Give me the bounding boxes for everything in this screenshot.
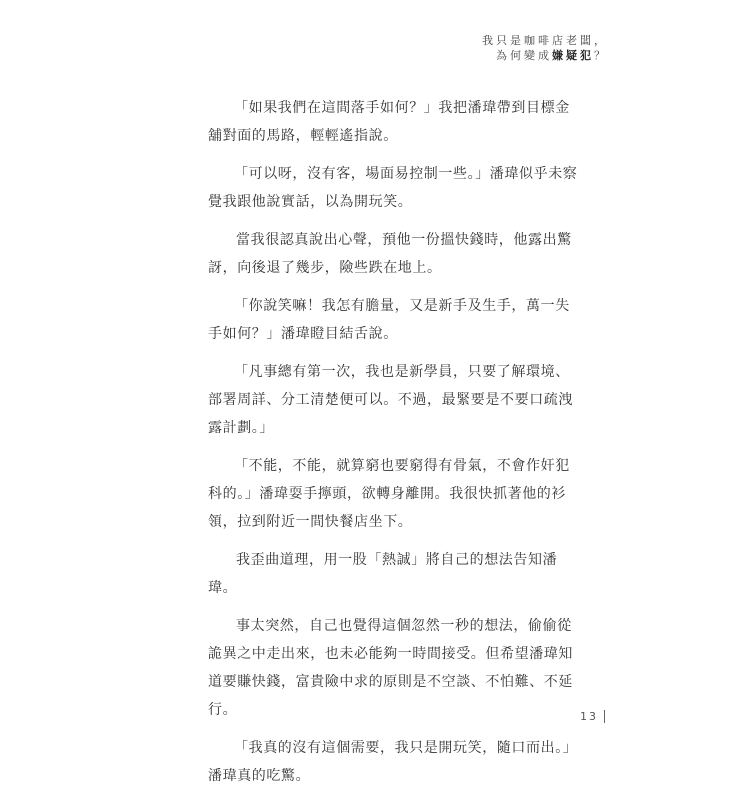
running-header-highlight: 嫌疑犯	[552, 49, 594, 62]
paragraph-2: 「可以呀，沒有客，場面易控制一些。」潘瑋似乎未察覺我跟他說實話，以為開玩笑。	[208, 166, 578, 210]
page-number: 13	[580, 710, 598, 723]
paragraph-7: 我歪曲道理，用一股「熱誠」將自己的想法告知潘瑋。	[208, 552, 558, 596]
paragraph-9: 「我真的沒有這個需要，我只是開玩笑，隨口而出。」潘瑋真的吃驚。	[208, 740, 578, 784]
paragraph-3: 當我很認真說出心聲，預他一份搵快錢時，他露出驚訝，向後退了幾步，險些跌在地上。	[208, 232, 572, 276]
running-header	[482, 33, 608, 63]
running-header-prefix: 為何變成	[496, 49, 552, 62]
running-header-line2	[482, 48, 608, 63]
paragraph-1: 「如果我們在這間落手如何？」我把潘瑋帶到目標金舖對面的馬路，輕輕遙指說。	[208, 100, 570, 144]
running-header-line1: 我只是咖啡店老闆，	[482, 34, 608, 47]
running-header-suffix: ？	[594, 49, 608, 62]
paragraph-5: 「凡事總有第一次，我也是新學員，只要了解環境、部署周詳、分工清楚便可以。不過，最緊要是不要口疏洩露計劃。」	[208, 364, 573, 436]
body-text	[208, 94, 584, 800]
paragraph-6: 「不能，不能，就算窮也要窮得有骨氣，不會作奸犯科的。」潘瑋耍手擰頭，欲轉身離開。我很快抓著他的衫領，拉到附近一間快餐店坐下。	[208, 458, 570, 530]
paragraph-8: 事太突然，自己也覺得這個忽然一秒的想法，偷偷從詭異之中走出來，也未必能夠一時間接受。但希望潘瑋知道要賺快錢，富貴險中求的原則是不空談、不怕難、不延行。	[208, 618, 573, 718]
page-number-divider	[604, 710, 605, 723]
paragraph-4: 「你說笑嘛！我怎有膽量，又是新手及生手，萬一失手如何？」潘瑋瞪目結舌說。	[208, 298, 570, 342]
